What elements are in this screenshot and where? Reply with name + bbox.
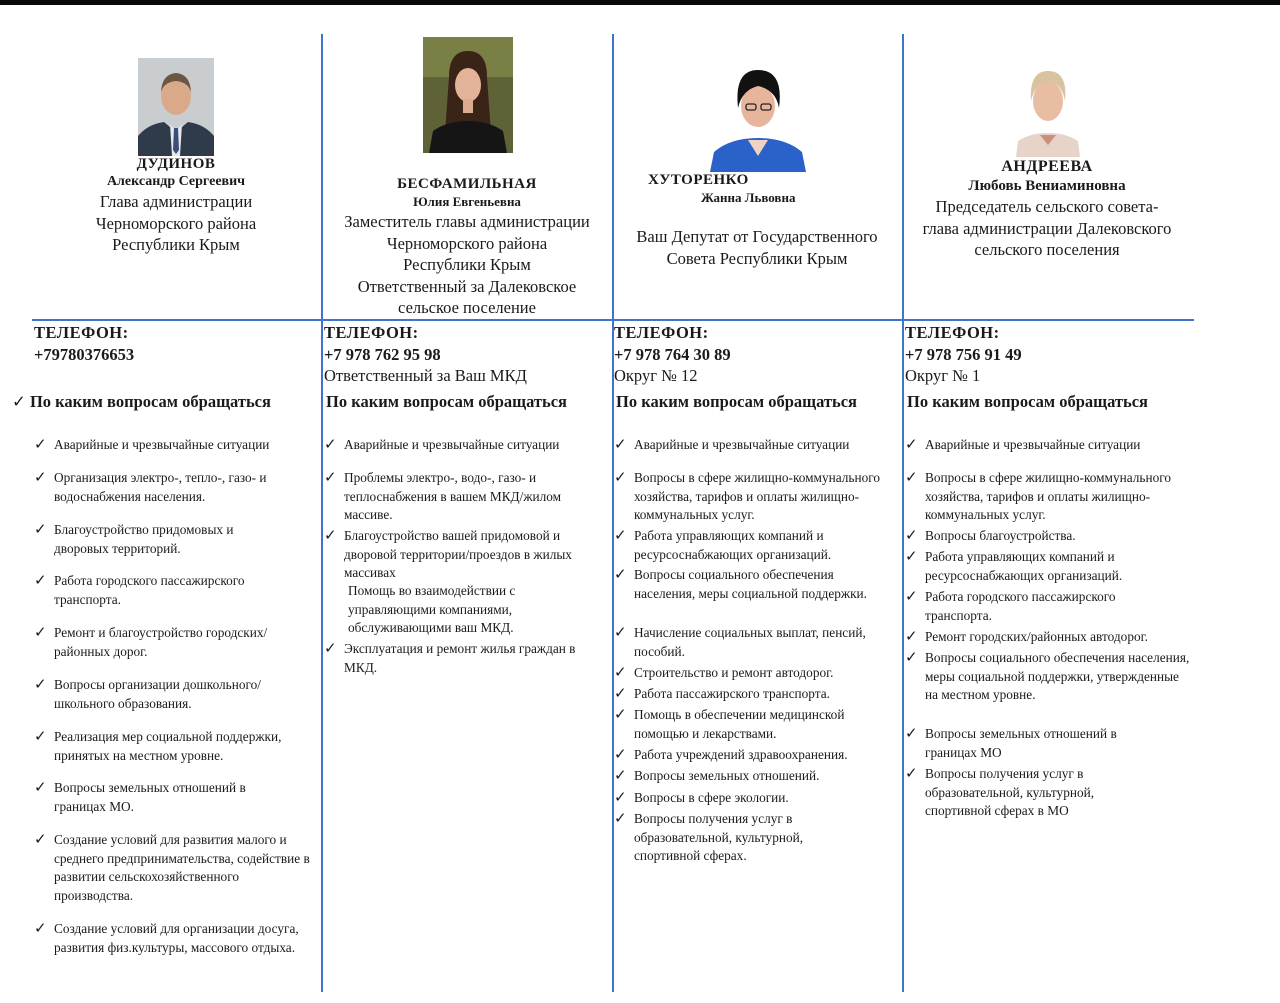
person-icon xyxy=(1016,63,1080,157)
list-item: ✓ Ремонт городских/районных автодорог. xyxy=(905,627,1148,645)
list-item: ✓ Вопросы в сфере экологии. xyxy=(614,788,789,806)
person-name-patronymic: Юлия Евгеньевна xyxy=(413,194,521,209)
check-icon: ✓ xyxy=(614,809,627,827)
check-icon: ✓ xyxy=(614,468,627,486)
phone-number[interactable]: +7 978 762 95 98 xyxy=(324,344,441,364)
check-icon: ✓ xyxy=(905,764,918,782)
phone-label: ТЕЛЕФОН: xyxy=(614,323,709,342)
check-icon: ✓ xyxy=(905,627,918,645)
list-item: ✓ Работа городского пассажирского транспорта. xyxy=(34,571,245,607)
list-item: ✓ Вопросы социального обеспечения населения, меры социальной поддержки. xyxy=(614,565,867,601)
questions-heading: ✓ По каким вопросам обращаться xyxy=(12,392,271,411)
role-line: Республики Крым xyxy=(403,255,531,274)
check-icon: ✓ xyxy=(34,919,47,937)
role-line: Республики Крым xyxy=(112,235,240,254)
person-name-patronymic: Александр Сергеевич xyxy=(106,174,246,189)
questions-heading: По каким вопросам обращаться xyxy=(907,392,1148,411)
person-icon xyxy=(138,58,214,156)
person-icon xyxy=(708,64,808,172)
person-surname: БЕСФАМИЛЬНАЯ xyxy=(397,176,537,192)
list-item: ✓ Эксплуатация и ремонт жилья граждан в МКД. xyxy=(324,639,576,675)
check-icon: ✓ xyxy=(34,468,47,486)
list-item: ✓ Вопросы получения услуг в образовательной, культурной, спортивной сферах в МО xyxy=(905,764,1095,818)
person-name-patronymic: Любовь Вениаминовна xyxy=(968,178,1126,194)
list-item: ✓ Вопросы земельных отношений. xyxy=(614,766,820,784)
check-icon: ✓ xyxy=(324,468,337,486)
check-icon: ✓ xyxy=(614,705,627,723)
check-icon: ✓ xyxy=(34,571,47,589)
list-item: ✓ Помощь в обеспечении медицинской помощью и лекарствами. xyxy=(614,705,845,741)
list-item: ✓ Вопросы получения услуг в образовательной, культурной, спортивной сферах. xyxy=(614,809,804,863)
person-role xyxy=(322,211,612,319)
check-icon: ✓ xyxy=(34,727,47,745)
role-line: Глава администрации xyxy=(99,192,253,211)
role-line: Заместитель главы администрации xyxy=(344,212,590,231)
check-icon: ✓ xyxy=(34,675,47,693)
role-line: глава администрации Далековского xyxy=(922,218,1172,238)
list-item-note: Помощь во взаимодействии с управляющими компаниями, обслуживающими ваш МКД. xyxy=(348,583,516,635)
list-item: ✓ Вопросы организации дошкольного/ школьного образования. xyxy=(34,675,261,711)
list-item: ✓ Благоустройство вашей придомовой и дворовой территории/проездов в жилых массивах xyxy=(324,526,572,580)
check-icon: ✓ xyxy=(614,684,627,702)
header-divider xyxy=(32,319,1194,321)
list-item: ✓ Аварийные и чрезвычайные ситуации xyxy=(614,435,850,453)
role-line: сельского поселения xyxy=(974,240,1120,259)
list-item: ✓ Работа пассажирского транспорта. xyxy=(614,684,830,702)
list-item: ✓ Аварийные и чрезвычайные ситуации xyxy=(34,435,270,453)
check-icon: ✓ xyxy=(905,468,918,486)
person-role xyxy=(30,191,322,256)
list-item: ✓ Вопросы благоустройства. xyxy=(905,526,1076,544)
role-line: Ответственный за Далековское xyxy=(357,276,577,296)
check-icon: ✓ xyxy=(905,648,918,666)
list-item: ✓ Работа учреждений здравоохранения. xyxy=(614,745,848,763)
list-item: ✓ Аварийные и чрезвычайные ситуации xyxy=(905,435,1141,453)
check-icon: ✓ xyxy=(905,435,918,453)
check-icon: ✓ xyxy=(614,526,627,544)
list-item: ✓ Вопросы земельных отношений в границах МО. xyxy=(34,778,246,814)
check-icon: ✓ xyxy=(614,663,627,681)
person-name-patronymic: Жанна Львовна xyxy=(701,190,796,205)
role-line: Черноморского района xyxy=(386,233,548,253)
check-icon: ✓ xyxy=(614,766,627,784)
check-icon: ✓ xyxy=(614,623,627,641)
check-icon: ✓ xyxy=(614,565,627,583)
list-item: ✓ Вопросы земельных отношений в границах МО xyxy=(905,724,1117,760)
check-icon: ✓ xyxy=(12,392,26,411)
list-item: ✓ Работа городского пассажирского транспорта. xyxy=(905,587,1116,623)
list-item: ✓ Работа управляющих компаний и ресурсоснабжающих организаций. xyxy=(614,526,832,562)
check-icon: ✓ xyxy=(614,435,627,453)
portrait-photo xyxy=(423,37,513,153)
check-icon: ✓ xyxy=(324,435,337,453)
person-surname: ХУТОРЕНКО xyxy=(648,172,749,188)
check-icon: ✓ xyxy=(905,587,918,605)
portrait-photo xyxy=(708,64,808,172)
check-icon: ✓ xyxy=(324,526,337,544)
list-item: ✓ Проблемы электро-, водо-, газо- и теплоснабжения в вашем МКД/жилом массиве. xyxy=(324,468,562,522)
list-item: ✓ Строительство и ремонт автодорог. xyxy=(614,663,834,681)
role-line: Совета Республики Крым xyxy=(666,248,848,268)
responsibility-note: Ответственный за Ваш МКД xyxy=(324,366,527,385)
check-icon: ✓ xyxy=(34,520,47,538)
role-line: Черноморского района xyxy=(95,213,257,233)
list-item: ✓ Вопросы в сфере жилищно-коммунального хозяйства, тарифов и оплаты жилищно-коммунальных услуг. xyxy=(905,468,1171,522)
portrait-photo xyxy=(1016,63,1080,157)
check-icon: ✓ xyxy=(905,724,918,742)
check-icon: ✓ xyxy=(34,623,47,641)
list-item: ✓ Создание условий для развития малого и среднего предпринимательства, содействие в развитии сельскохозяйственного производства. xyxy=(34,830,310,903)
role-line: сельское поселение xyxy=(398,298,536,317)
role-line: Ваш Депутат от Государственного xyxy=(636,227,878,246)
top-border xyxy=(0,0,1280,5)
check-icon: ✓ xyxy=(324,639,337,657)
phone-label: ТЕЛЕФОН: xyxy=(324,323,419,342)
check-icon: ✓ xyxy=(905,526,918,544)
questions-heading: По каким вопросам обращаться xyxy=(616,392,857,411)
list-item: ✓ Ремонт и благоустройство городских/ районных дорог. xyxy=(34,623,268,659)
list-item: ✓ Организация электро-, тепло-, газо- и водоснабжения населения. xyxy=(34,468,267,504)
district-label: Округ № 12 xyxy=(614,366,698,385)
role-line: Председатель сельского совета- xyxy=(935,197,1159,216)
phone-number[interactable]: +7 978 764 30 89 xyxy=(614,344,731,364)
person-role xyxy=(904,196,1190,261)
list-item: ✓ Благоустройство придомовых и дворовых территорий. xyxy=(34,520,234,556)
phone-number[interactable]: +79780376653 xyxy=(34,344,135,364)
list-item: ✓ Создание условий для организации досуга, развития физ.культуры, массового отдыха. xyxy=(34,919,299,955)
list-item: ✓ Вопросы в сфере жилищно-коммунального хозяйства, тарифов и оплаты жилищно-коммунальных услуг. xyxy=(614,468,880,522)
check-icon: ✓ xyxy=(905,547,918,565)
list-item: ✓ Аварийные и чрезвычайные ситуации xyxy=(324,435,560,453)
phone-label: ТЕЛЕФОН: xyxy=(34,323,129,342)
check-icon: ✓ xyxy=(614,745,627,763)
check-icon: ✓ xyxy=(34,830,47,848)
portrait-photo xyxy=(138,58,214,156)
check-icon: ✓ xyxy=(34,778,47,796)
list-item: ✓ Работа управляющих компаний и ресурсоснабжающих организаций. xyxy=(905,547,1123,583)
check-icon: ✓ xyxy=(34,435,47,453)
person-surname: ДУДИНОВ xyxy=(136,156,216,172)
district-label: Округ № 1 xyxy=(905,366,981,385)
check-icon: ✓ xyxy=(614,788,627,806)
list-item: ✓ Вопросы социального обеспечения населения, меры социальной поддержки, утвержденные на местном уровне. xyxy=(905,648,1190,702)
list-item: ✓ Реализация мер социальной поддержки, принятых на местном уровне. xyxy=(34,727,282,763)
phone-number[interactable]: +7 978 756 91 49 xyxy=(905,344,1022,364)
phone-label: ТЕЛЕФОН: xyxy=(905,323,1000,342)
person-icon xyxy=(423,37,513,153)
person-surname: АНДРЕЕВА xyxy=(1001,158,1093,175)
person-role xyxy=(614,226,900,269)
list-item: ✓ Начисление социальных выплат, пенсий, пособий. xyxy=(614,623,866,659)
questions-heading: По каким вопросам обращаться xyxy=(326,392,567,411)
